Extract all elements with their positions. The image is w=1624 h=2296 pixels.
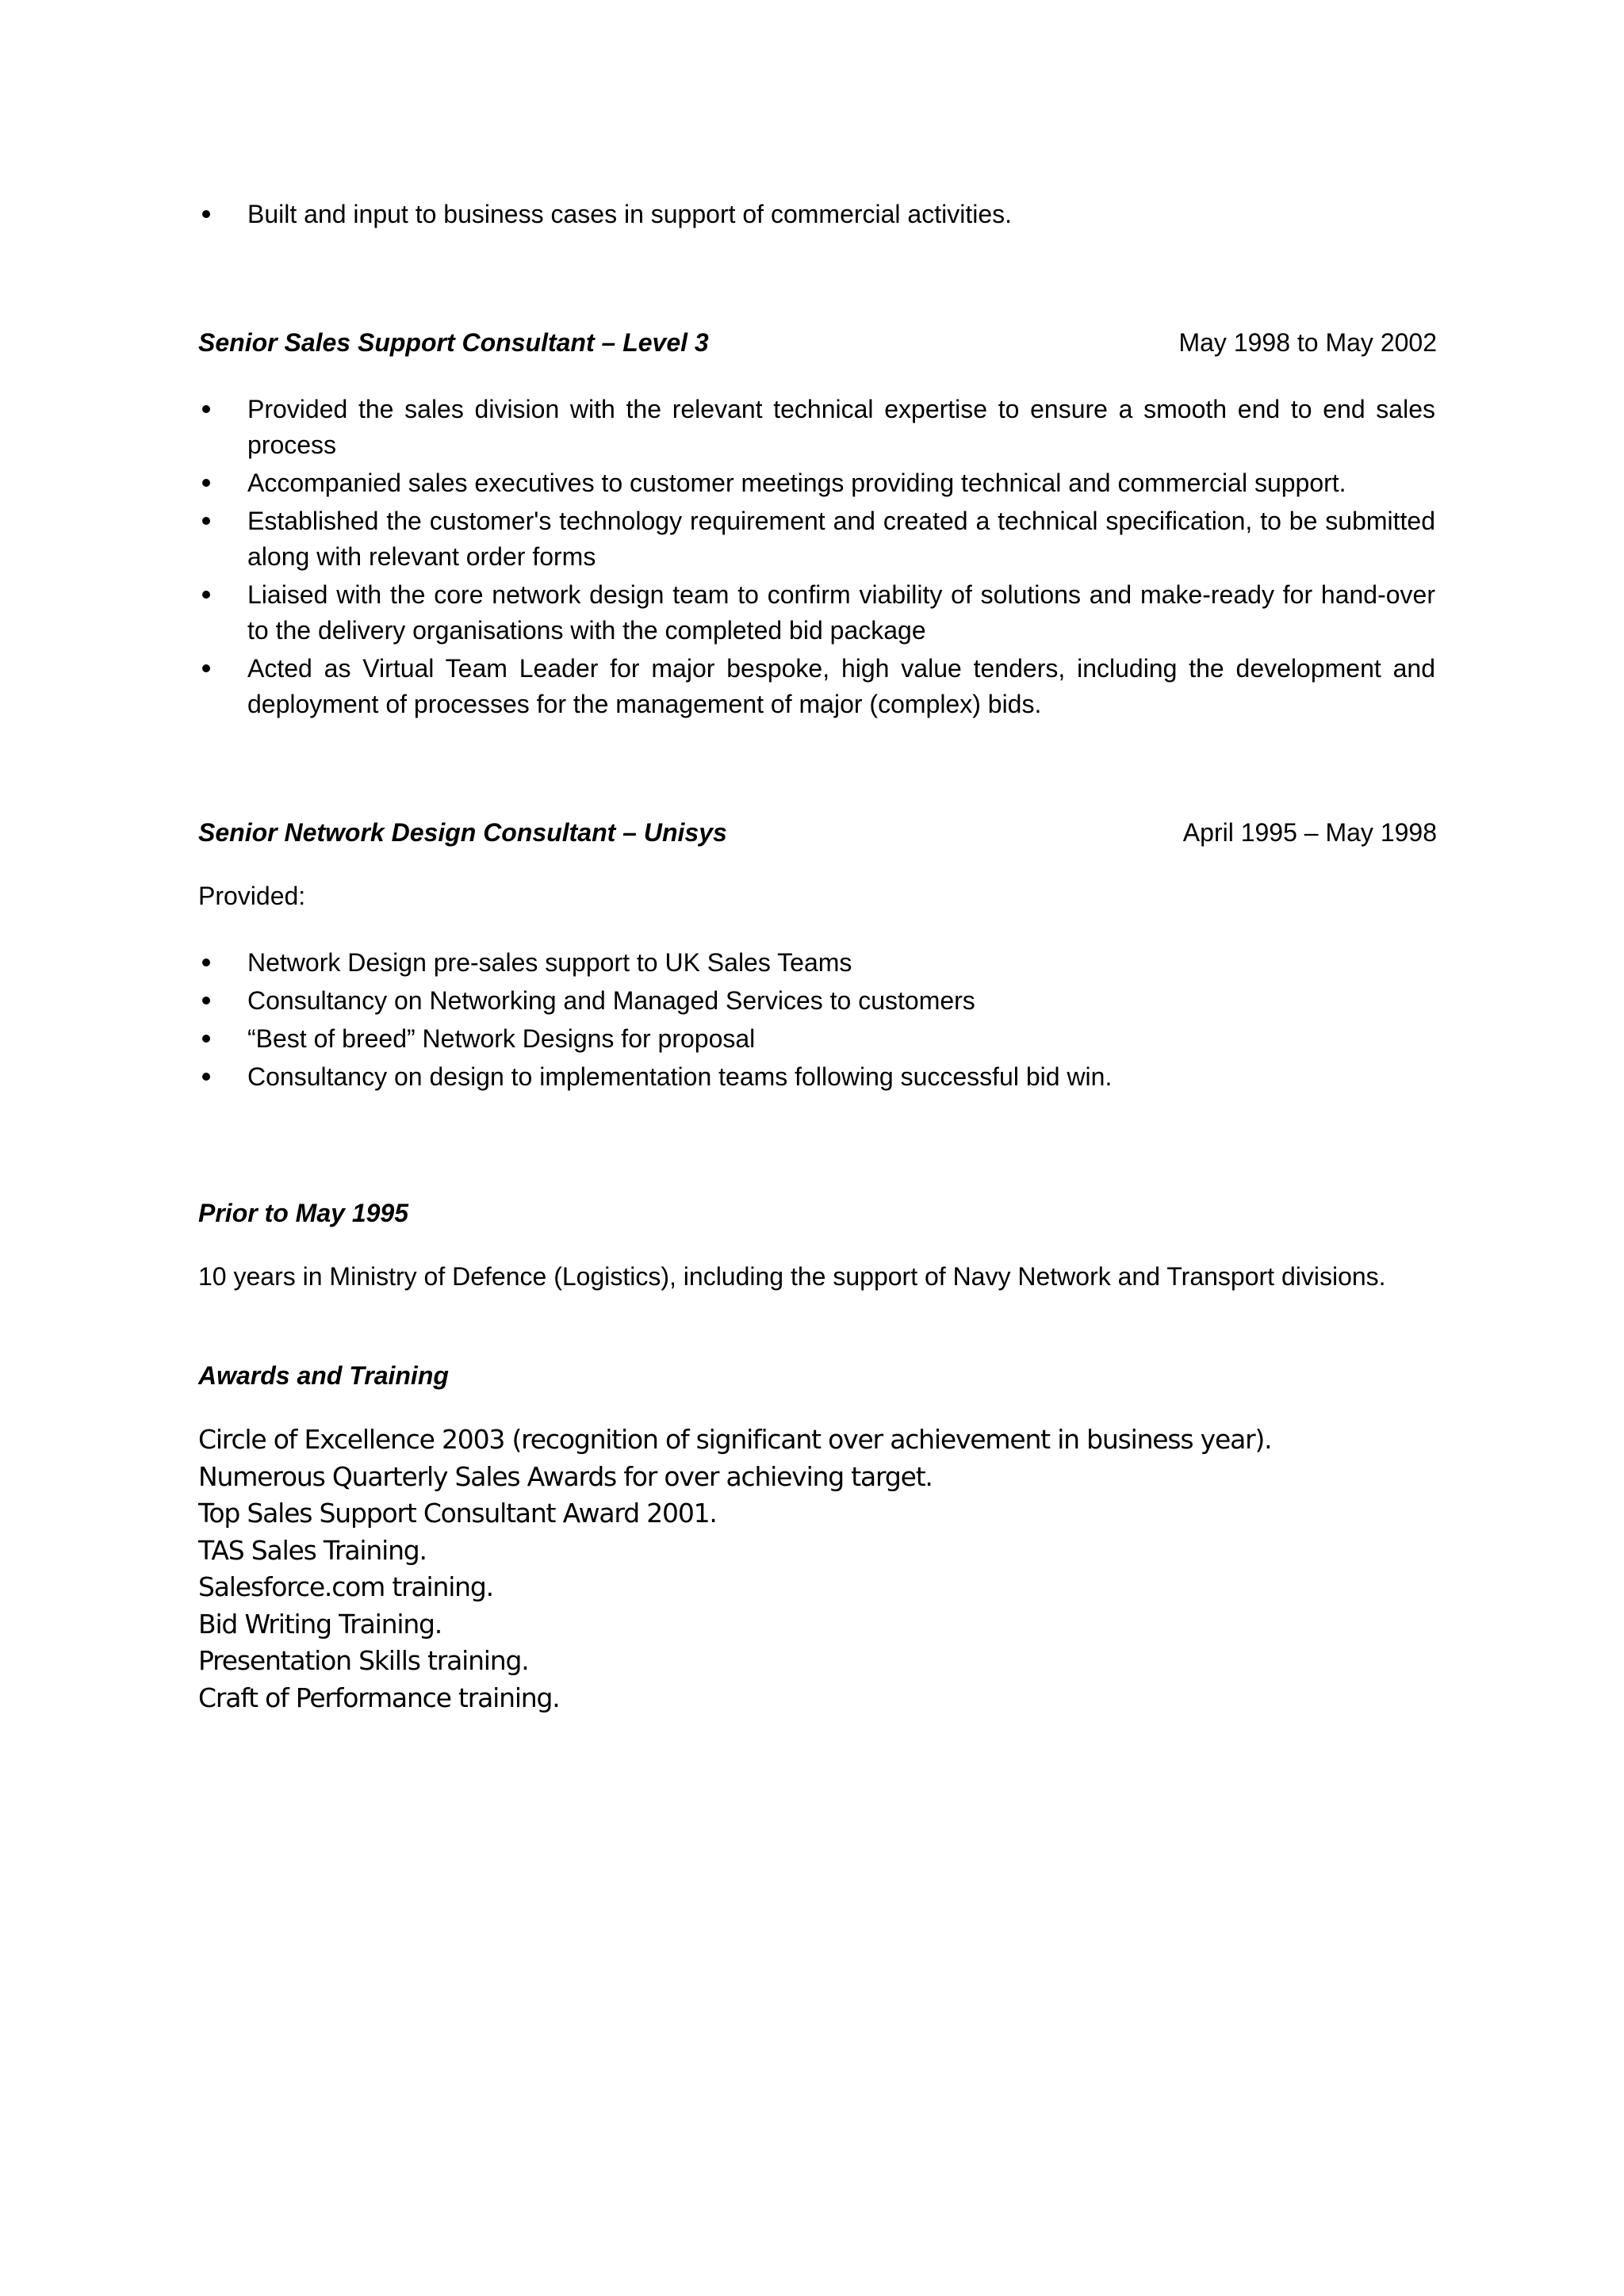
bullet-icon: [202, 210, 210, 218]
role-intro-text: Provided:: [198, 882, 306, 910]
role-dates: May 1998 to May 2002: [1178, 328, 1437, 357]
bullet-icon: [202, 517, 210, 525]
list-item: “Best of breed” Network Designs for proposal: [198, 1021, 1435, 1057]
list-item: Built and input to business cases in support of commercial activities.: [198, 197, 1435, 232]
bullet-icon: [202, 1035, 210, 1043]
bullet-icon: [202, 997, 210, 1004]
bullet-icon: [202, 664, 210, 672]
bullet-icon: [202, 1073, 210, 1081]
prior-heading: Prior to May 1995: [198, 1199, 408, 1227]
list-item: Liaised with the core network design team to confirm viability of solutions and make-ready for hand-over to the delivery organisations with the completed bid package: [198, 577, 1435, 649]
award-line: Bid Writing Training.: [198, 1608, 442, 1640]
award-line: TAS Sales Training.: [198, 1534, 427, 1566]
role-sales-support-duties: [198, 392, 1435, 725]
awards-list: [198, 1422, 1467, 1716]
duties-bullet-list: [198, 945, 1435, 1095]
duties-bullet-list: [198, 392, 1435, 722]
list-item: Consultancy on design to implementation teams following successful bid win.: [198, 1059, 1435, 1095]
role-header-sales-support: [198, 325, 1437, 361]
role-header-network-design: [198, 815, 1437, 851]
bullet-icon: [202, 405, 210, 413]
intro-section: [198, 197, 1435, 235]
award-line: Top Sales Support Consultant Award 2001.: [198, 1498, 717, 1529]
award-line: Presentation Skills training.: [198, 1645, 529, 1676]
award-line: Circle of Excellence 2003 (recognition of significant over achievement in business year).: [198, 1424, 1272, 1455]
award-line: Salesforce.com training.: [198, 1571, 493, 1602]
list-item: Consultancy on Networking and Managed Services to customers: [198, 983, 1435, 1019]
awards-heading: Awards and Training: [198, 1361, 449, 1390]
award-line: Numerous Quarterly Sales Awards for over achieving target.: [198, 1460, 933, 1492]
intro-bullet-list: [198, 197, 1435, 232]
bullet-icon: [202, 479, 210, 487]
role-title: Senior Network Design Consultant – Unisys: [198, 818, 727, 847]
bullet-icon: [202, 591, 210, 599]
list-item: Acted as Virtual Team Leader for major bespoke, high value tenders, including the development and deployment of processes for the management of major (complex) bids.: [198, 651, 1435, 722]
role-network-design-duties: [198, 945, 1435, 1097]
prior-text: 10 years in Ministry of Defence (Logistics), including the support of Navy Network and Transport divisions.: [198, 1262, 1386, 1291]
list-item: Established the customer's technology requirement and created a technical specification, to be submitted along with relevant order forms: [198, 503, 1435, 575]
role-dates: April 1995 – May 1998: [1182, 818, 1437, 847]
bullet-icon: [202, 959, 210, 966]
role-title: Senior Sales Support Consultant – Level 3: [198, 328, 709, 357]
award-line: Craft of Performance training.: [198, 1682, 560, 1713]
list-item: Network Design pre-sales support to UK Sales Teams: [198, 945, 1435, 981]
list-item: Provided the sales division with the relevant technical expertise to ensure a smooth end to end sales process: [198, 392, 1435, 463]
list-item: Accompanied sales executives to customer meetings providing technical and commercial support.: [198, 465, 1435, 501]
